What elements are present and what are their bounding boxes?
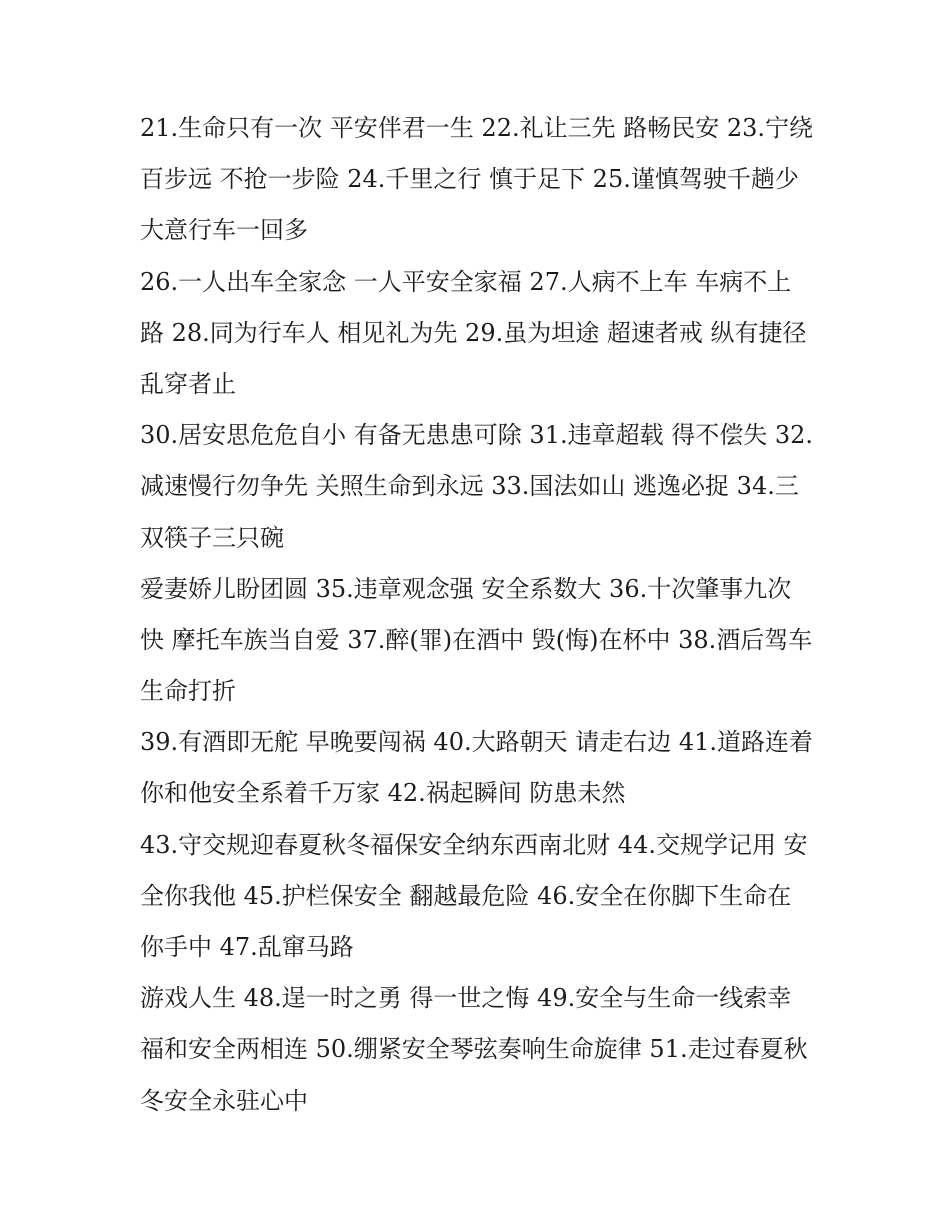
text-line: 你手中 47.乱窜马路 [140, 933, 354, 961]
paragraph-21-25 [140, 103, 820, 257]
paragraph-47-51 [140, 973, 820, 1127]
text-line: 百步远 不抢一步险 24.千里之行 慎于足下 25.谨慎驾驶千趟少 [140, 165, 799, 194]
paragraph-34-38 [140, 564, 820, 718]
document-page [140, 103, 820, 1127]
text-line: 减速慢行勿争先 关照生命到永远 33.国法如山 逃逸必捉 34.三 [140, 472, 799, 501]
text-line: 乱穿者止 [140, 369, 236, 398]
text-line: 21.生命只有一次 平安伴君一生 22.礼让三先 路畅民安 23.宁绕 [140, 114, 814, 142]
text-line: 43.守交规迎春夏秋冬福保安全纳东西南北财 44.交规学记用 安 [140, 830, 808, 859]
text-line: 冬安全永驻心中 [140, 1086, 308, 1115]
text-line: 福和安全两相连 50.绷紧安全琴弦奏响生命旋律 51.走过春夏秋 [140, 1035, 808, 1064]
text-line: 生命打折 [140, 677, 236, 706]
text-line: 路 28.同为行车人 相见礼为先 29.虽为坦途 超速者戒 纵有捷径 [140, 318, 807, 347]
text-line: 39.有酒即无舵 早晚要闯祸 40.大路朝天 请走右边 41.道路连着 [140, 728, 814, 757]
text-line: 30.居安思危危自小 有备无患患可除 31.违章超载 得不偿失 32. [140, 421, 814, 450]
paragraph-26-29 [140, 257, 820, 411]
text-line: 游戏人生 48.逞一时之勇 得一世之悔 49.安全与生命一线索幸 [140, 984, 792, 1013]
text-line: 全你我他 45.护栏保安全 翻越最危险 46.安全在你脚下生命在 [140, 881, 792, 910]
text-line: 26.一人出车全家念 一人平安全家福 27.人病不上车 车病不上 [140, 267, 792, 296]
paragraph-30-34 [140, 410, 820, 564]
text-line: 爱妻娇儿盼团圆 35.违章观念强 安全系数大 36.十次肇事九次 [140, 574, 792, 603]
paragraph-39-42 [140, 717, 820, 819]
text-line: 快 摩托车族当自爱 37.醉(罪)在酒中 毁(悔)在杯中 38.酒后驾车 [140, 625, 813, 654]
text-line: 你和他安全系着千万家 42.祸起瞬间 防患未然 [140, 779, 626, 808]
text-line: 大意行车一回多 [140, 216, 308, 245]
text-line: 双筷子三只碗 [140, 523, 284, 552]
paragraph-43-47 [140, 820, 820, 974]
